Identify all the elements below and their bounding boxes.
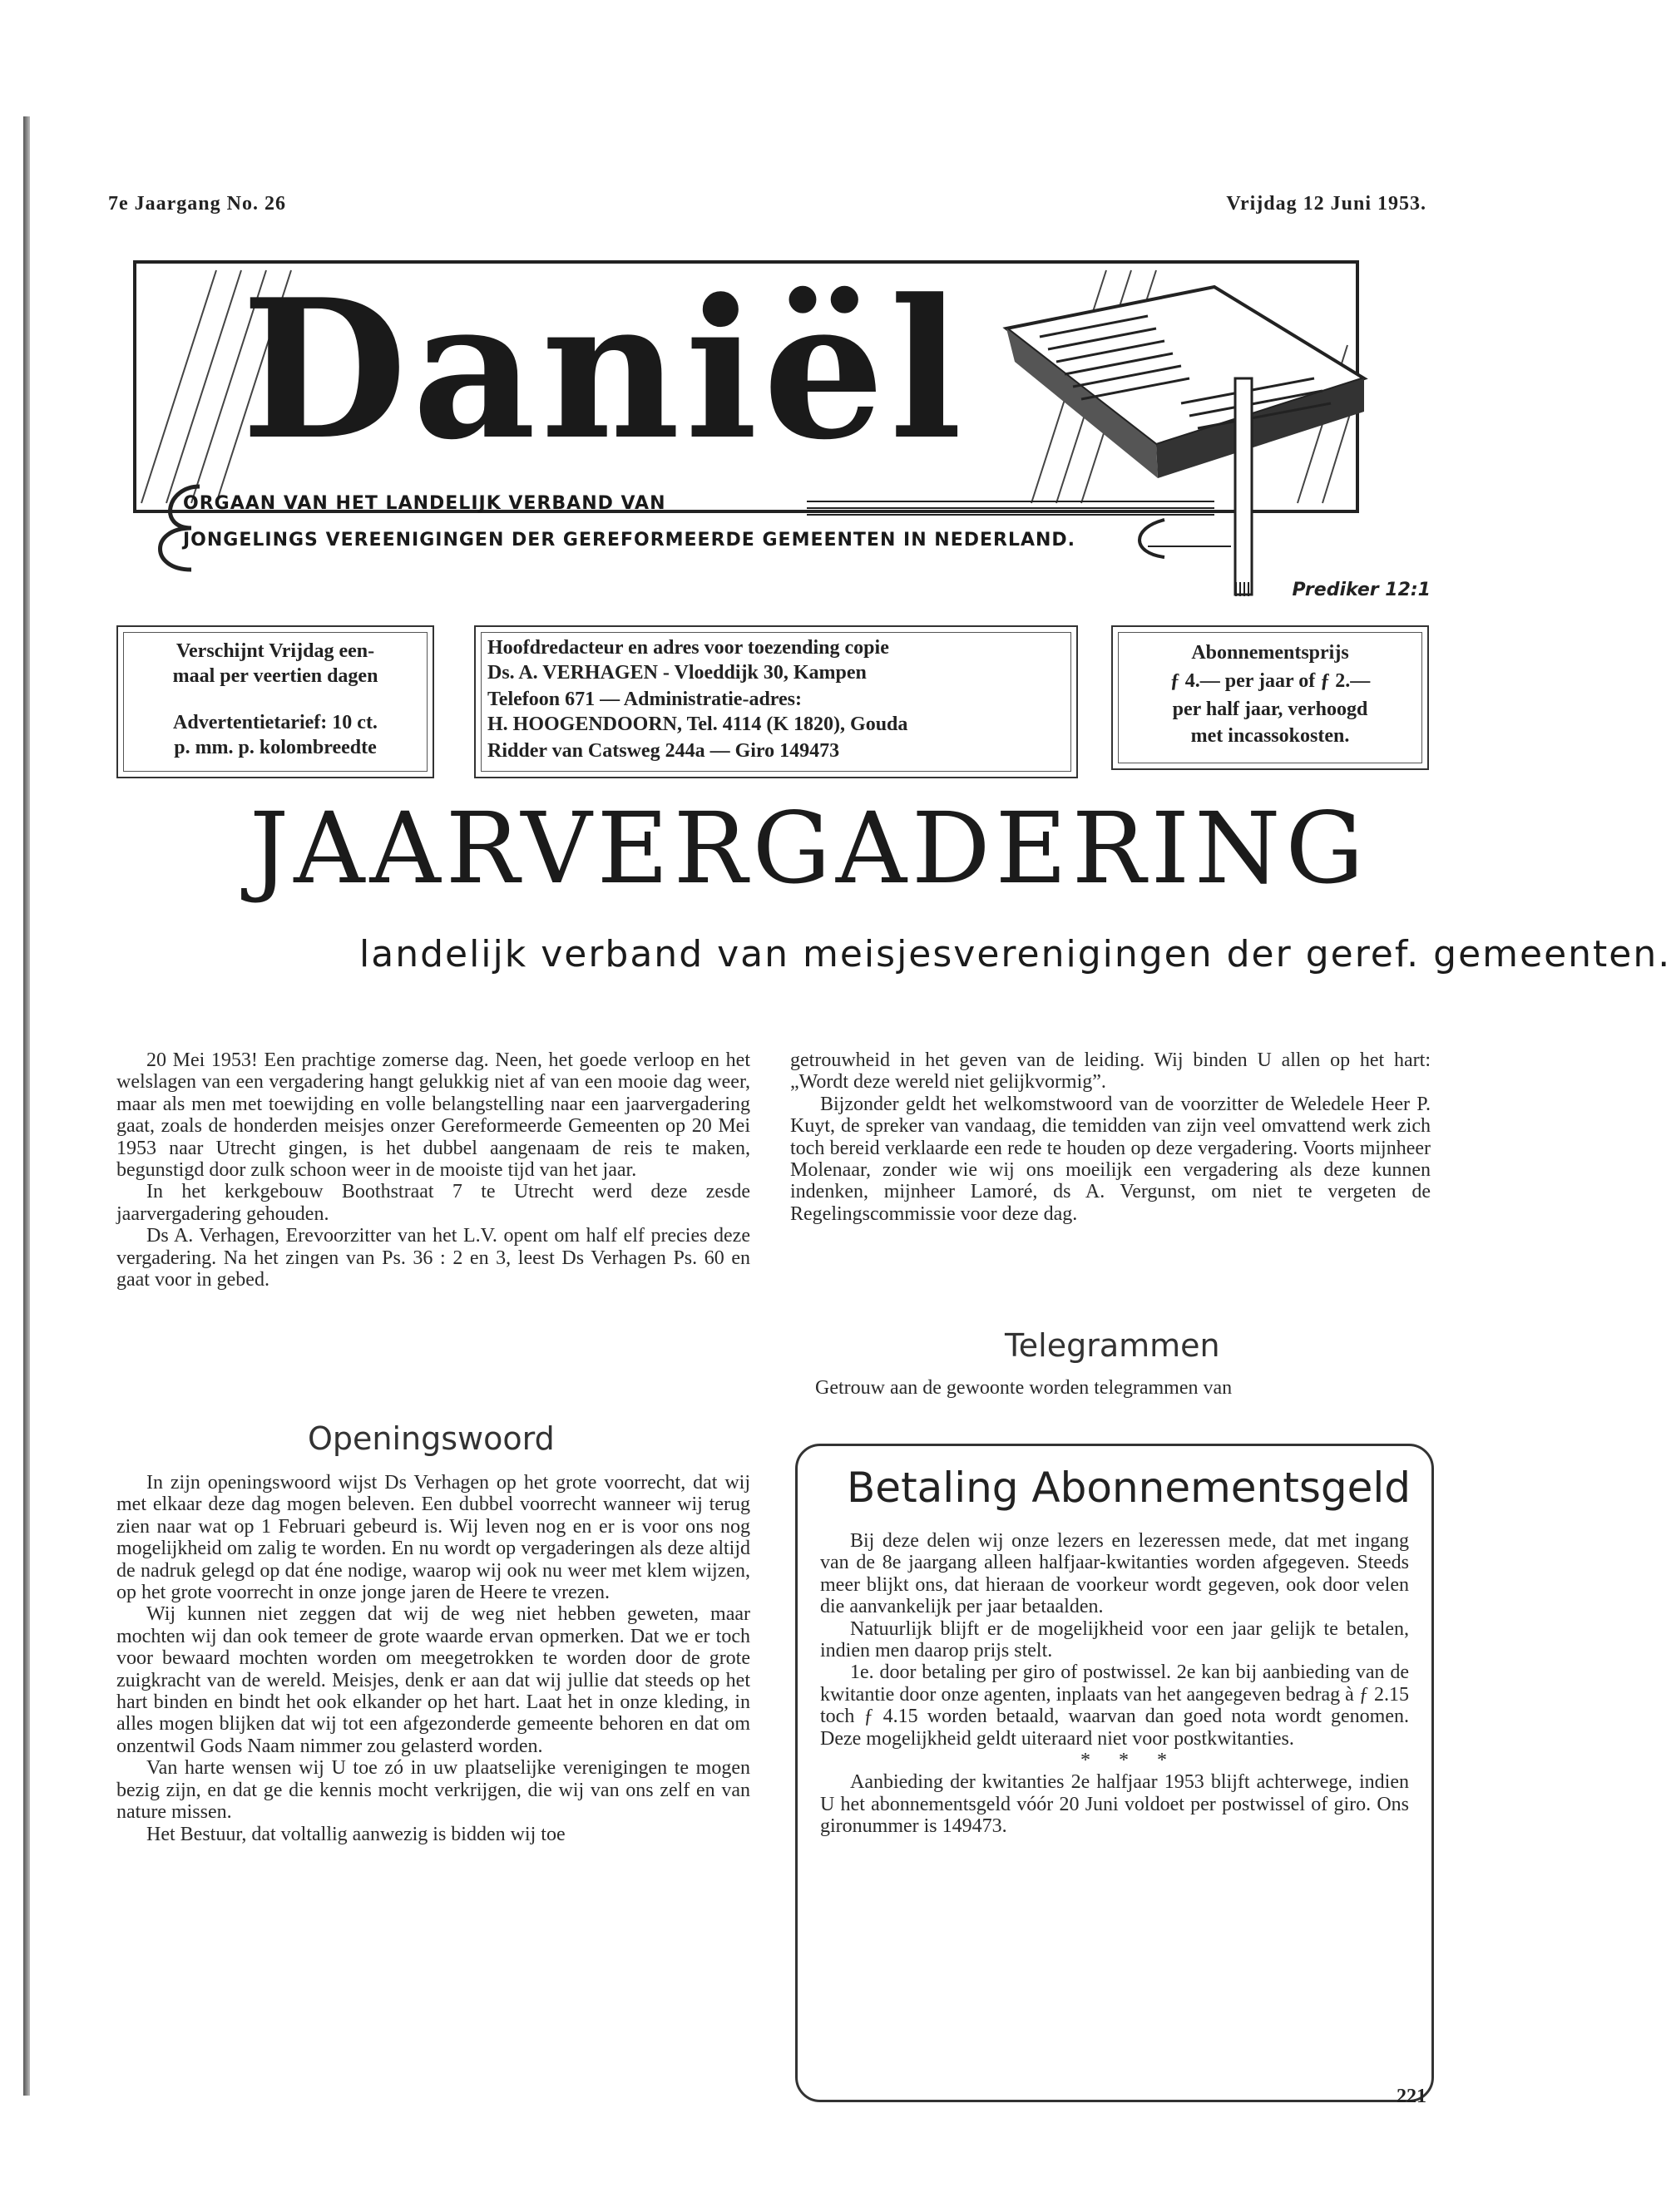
paragraph: getrouwheid in het geven van de leiding. Wij binden U allen op het hart: „Wordt deze wereld niet gelijkvormig”.	[790, 1049, 1431, 1094]
notice-separator: * * *	[1080, 1750, 1179, 1772]
organ-line-2: JONGELINGS VEREENIGINGEN DER GEREFORMEERDE GEMEENTEN IN NEDERLAND.	[183, 530, 1076, 551]
article-left-opening	[116, 1472, 750, 1845]
paragraph: 20 Mei 1953! Een prachtige zomerse dag. Neen, het goede verloop en het welslagen van een vergadering hangt gelukkig niet af van een mooie dag weer, maar als men met toewijding en volle belangstelling naar een jaarvergadering gaat, zoals de honderden meisjes onzer Gereformeerde Gemeenten op 20 Mei 1953 naar Utrecht gingen, is het dubbel aangenaam de reis te maken, begunstigd door zulk schoon weer in de mooiste tijd van het jaar.	[116, 1049, 750, 1182]
box2-line1: Hoofdredacteur en adres voor toezending copie	[487, 637, 889, 659]
box3-line1: Abonnementsprijs	[1191, 642, 1349, 664]
editor-address-box	[474, 625, 1078, 778]
box2-line5: Ridder van Catsweg 244a — Giro 149473	[487, 740, 840, 762]
page-number: 221	[1397, 2086, 1426, 2107]
box3-line4: met incassokosten.	[1190, 725, 1350, 747]
paragraph: Bijzonder geldt het welkomstwoord van de voorzitter de Weledele Heer P. Kuyt, de spreker van vandaag, die temidden van zijn veel omvattend werk zich toch bereid verklaarde een rede te houden op deze vergadering. Voorts mijnheer Molenaar, zonder wie wij ons moeilijk een vergadering als deze kunnen indenken, mijnheer Lamoré, ds A. Vergunst, om niet te vergeten de Regelingscommissie voor deze dag.	[790, 1093, 1431, 1225]
article-right-intro	[790, 1049, 1431, 1225]
notice-final: Aanbieding der kwitanties 2e halfjaar 1953 blijft achterwege, indien U het abonnementsgeld vóór 20 Juni voldoet per postwissel of giro. Ons gironummer is 149473.	[820, 1771, 1409, 1838]
binding-spine	[23, 116, 30, 2096]
section-heading-opening: Openingswoord	[308, 1420, 555, 1457]
masthead	[133, 254, 1431, 600]
prediker-reference: Prediker 12:1	[1292, 580, 1431, 600]
notice-paragraph: 1e. door betaling per giro of postwissel. 2e kan bij aanbieding van de kwitantie door onze agenten, inplaats van het aangegeven bedrag à ƒ 2.15 toch ƒ 4.15 worden betaald, waarvan dan goed nota wordt genomen. Deze mogelijkheid geldt uiteraard niet voor postkwitanties.	[820, 1661, 1409, 1750]
box1-line3: Advertentietarief: 10 ct.	[173, 712, 378, 733]
paragraph: Van harte wensen wij U toe zó in uw plaatselijke verenigingen te mogen bezig zijn, en dat ge die kennis mocht verkrijgen, die wij van ons zelf en van nature missen.	[116, 1757, 750, 1824]
section-heading-telegrams: Telegrammen	[1005, 1327, 1220, 1364]
article-left-intro	[116, 1049, 750, 1291]
issue-number: 7e Jaargang No. 26	[108, 193, 286, 215]
box2-line3: Telefoon 671 — Administratie-adres:	[487, 689, 802, 710]
box1-line2: maal per veertien dagen	[172, 665, 378, 687]
notice-paragraph: Natuurlijk blijft er de mogelijkheid voor een jaar gelijk te betalen, indien men daarop prijs stelt.	[820, 1617, 1409, 1662]
paragraph: Het Bestuur, dat voltallig aanwezig is bidden wij toe	[146, 1823, 566, 1845]
box1-line4: p. mm. p. kolombreedte	[174, 737, 377, 758]
box1-line1: Verschijnt Vrijdag een-	[176, 640, 375, 662]
notice-body	[820, 1530, 1409, 1838]
paragraph: Wij kunnen niet zeggen dat wij de weg niet hebben geweten, maar mochten wij dan ook temeer de grote waarde ervan opmerken. Dat we er toch voor bewaard mochten worden om meegetrokken te worden door de grote zuigkracht van de wereld. Meisjes, denk er aan dat wij jullie dat steeds op het hart binden en bindt het ook elkander op het hart. Laat het in onze kleding, in alles mogen blijken dat wij tot een afgezonderde gemeente behoren en dat om onzentwil Gods Naam nimmer zou gelasterd worden.	[116, 1603, 750, 1757]
headline: JAARVERGADERING	[250, 791, 1369, 906]
box3-line3: per half jaar, verhoogd	[1172, 699, 1368, 720]
masthead-title: Daniël	[241, 258, 967, 482]
notice-title: Betaling Abonnementsgeld	[847, 1464, 1411, 1512]
organ-line-1: ORGAAN VAN HET LANDELIJK VERBAND VAN	[183, 493, 666, 514]
paragraph: Ds A. Verhagen, Erevoorzitter van het L.V. opent om half elf precies deze vergadering. Na het zingen van Ps. 36 : 2 en 3, leest Ds Verhagen Ps. 60 en gaat voor in gebed.	[116, 1225, 750, 1291]
paragraph: In het kerkgebouw Boothstraat 7 te Utrecht werd deze zesde jaarvergadering gehouden.	[116, 1181, 750, 1225]
box3-line2: ƒ 4.— per jaar of ƒ 2.—	[1169, 670, 1371, 692]
subheadline: landelijk verband van meisjesverenigingen der geref. gemeenten.	[359, 933, 1671, 975]
telegram-text: Getrouw aan de gewoonte worden telegrammen van	[815, 1377, 1233, 1399]
publication-info-box	[116, 625, 434, 778]
subscription-price-box	[1111, 625, 1429, 770]
box2-line4: H. HOOGENDOORN, Tel. 4114 (K 1820), Gouda	[487, 713, 908, 735]
notice-paragraph: Bij deze delen wij onze lezers en lezeressen mede, dat met ingang van de 8e jaargang alleen halfjaar-kwitanties worden afgegeven. Steeds meer blijkt ons, dat hieraan de voorkeur wordt gegeven, ook door velen die aanvankelijk per jaar betaalden.	[820, 1530, 1409, 1618]
box2-line2: Ds. A. VERHAGEN - Vloeddijk 30, Kampen	[487, 662, 867, 684]
issue-date: Vrijdag 12 Juni 1953.	[1226, 193, 1426, 215]
paragraph: In zijn openingswoord wijst Ds Verhagen op het grote voorrecht, dat wij met elkaar deze dag mogen beleven. Een dubbel voorrecht wanneer wij terug zien naar wat op 1 Februari gebeurd is. Wij leven nog en er is voor ons nog mogelijkheid om zalig te worden. En nu wordt op vergaderingen als deze altijd de nadruk gelegd op dat éne nodige, waarop wij ook nu weer met klem wijzen, op het grote voorrecht in onze jonge jaren de Heere te vrezen.	[116, 1472, 750, 1604]
